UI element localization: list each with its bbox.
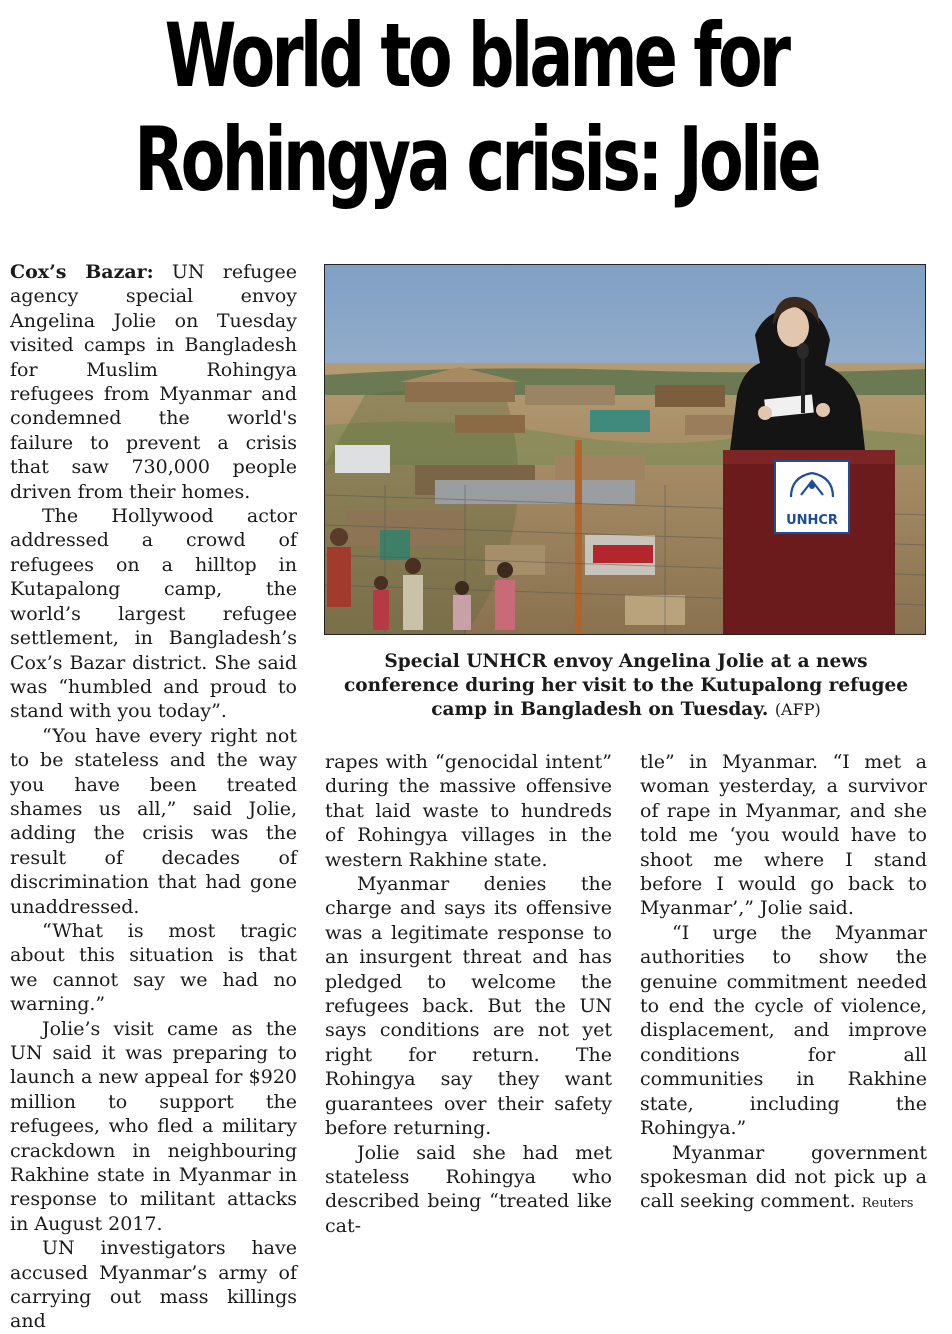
article-paragraph: “You have every right not to be stateless and the way you have been treated shames us all,” said Jolie, adding the crisis was the result of decades of discrimination that had gone unaddressed. — [10, 724, 297, 918]
article-paragraph: rapes with “genocidal intent” during the massive offensive that laid waste to hundreds of Rohingya villages in the western Rakhine state. — [325, 751, 612, 871]
headline-line-1: World to blame for — [164, 4, 788, 107]
article-paragraph: “I urge the Myanmar authorities to show the genuine commitment needed to end the cycle of violence, displacement, and improve conditions for all communities in Rakhine state, including the Rohingya.” — [640, 921, 927, 1140]
article-column-1 — [10, 260, 297, 1334]
article-paragraph: Myanmar denies the charge and says its offensive was a legitimate response to an insurgent threat and has pledged to welcome the refugees back. But the UN says conditions are not yet right for return. The Rohingya say they want guarantees over their safety before returning. — [325, 873, 612, 1140]
article-paragraph: “What is most tragic about this situation is that we cannot say we had no warning.” — [10, 919, 297, 1016]
photo-caption — [326, 650, 926, 722]
article-paragraph: UN investigators have accused Myanmar’s army of carrying out mass killings and — [10, 1237, 297, 1333]
article-paragraph: tle” in Myanmar. “I met a woman yesterday, a survivor of rape in Myanmar, and she told me ‘you would have to shoot me where I stand before I would go back to Myanmar’,” Jolie said. — [640, 751, 927, 920]
article-paragraph: Cox’s Bazar: UN refugee agency special envoy Angelina Jolie on Tuesday visited camps in Bangladesh for Muslim Rohingya refugees from Myanmar and condemned the world's failure to prevent a crisis that saw 730,000 people driven from their homes. — [10, 261, 297, 503]
article-paragraph: Jolie said she had met stateless Rohingya who described being “treated like cat- — [325, 1141, 612, 1237]
article-paragraph: The Hollywood actor addressed a crowd of refugees on a hilltop in Kutapalong camp, the world’s largest refugee settlement, in Bangladesh’s Cox’s Bazar district. She said was “humbled and proud to stand with you today”. — [10, 505, 297, 723]
article-paragraph: Myanmar government spokesman did not pick up a call seeking comment. Reuters — [640, 1141, 927, 1213]
caption-credit: (AFP) — [774, 700, 821, 719]
article-column-2 — [325, 750, 612, 1238]
headline — [124, 4, 828, 212]
headline-line-2: Rohingya crisis: Jolie — [134, 108, 818, 211]
article-credit: Reuters — [861, 1196, 914, 1212]
dateline: Cox’s Bazar: — [10, 261, 154, 283]
unhcr-logo-text: UNHCR — [786, 513, 838, 528]
article-column-3 — [640, 750, 927, 1217]
article-paragraph: Jolie’s visit came as the UN said it was preparing to launch a new appeal for $920 million to support the refugees, who fled a military crackdown in neighbouring Rakhine state in Myanmar in response to militant attacks in August 2017. — [10, 1017, 297, 1235]
caption-text: Special UNHCR envoy Angelina Jolie at a news conference during her visit to the Kutupalong refugee camp in Bangladesh on Tuesday. — [344, 651, 908, 720]
news-photo — [324, 264, 926, 635]
